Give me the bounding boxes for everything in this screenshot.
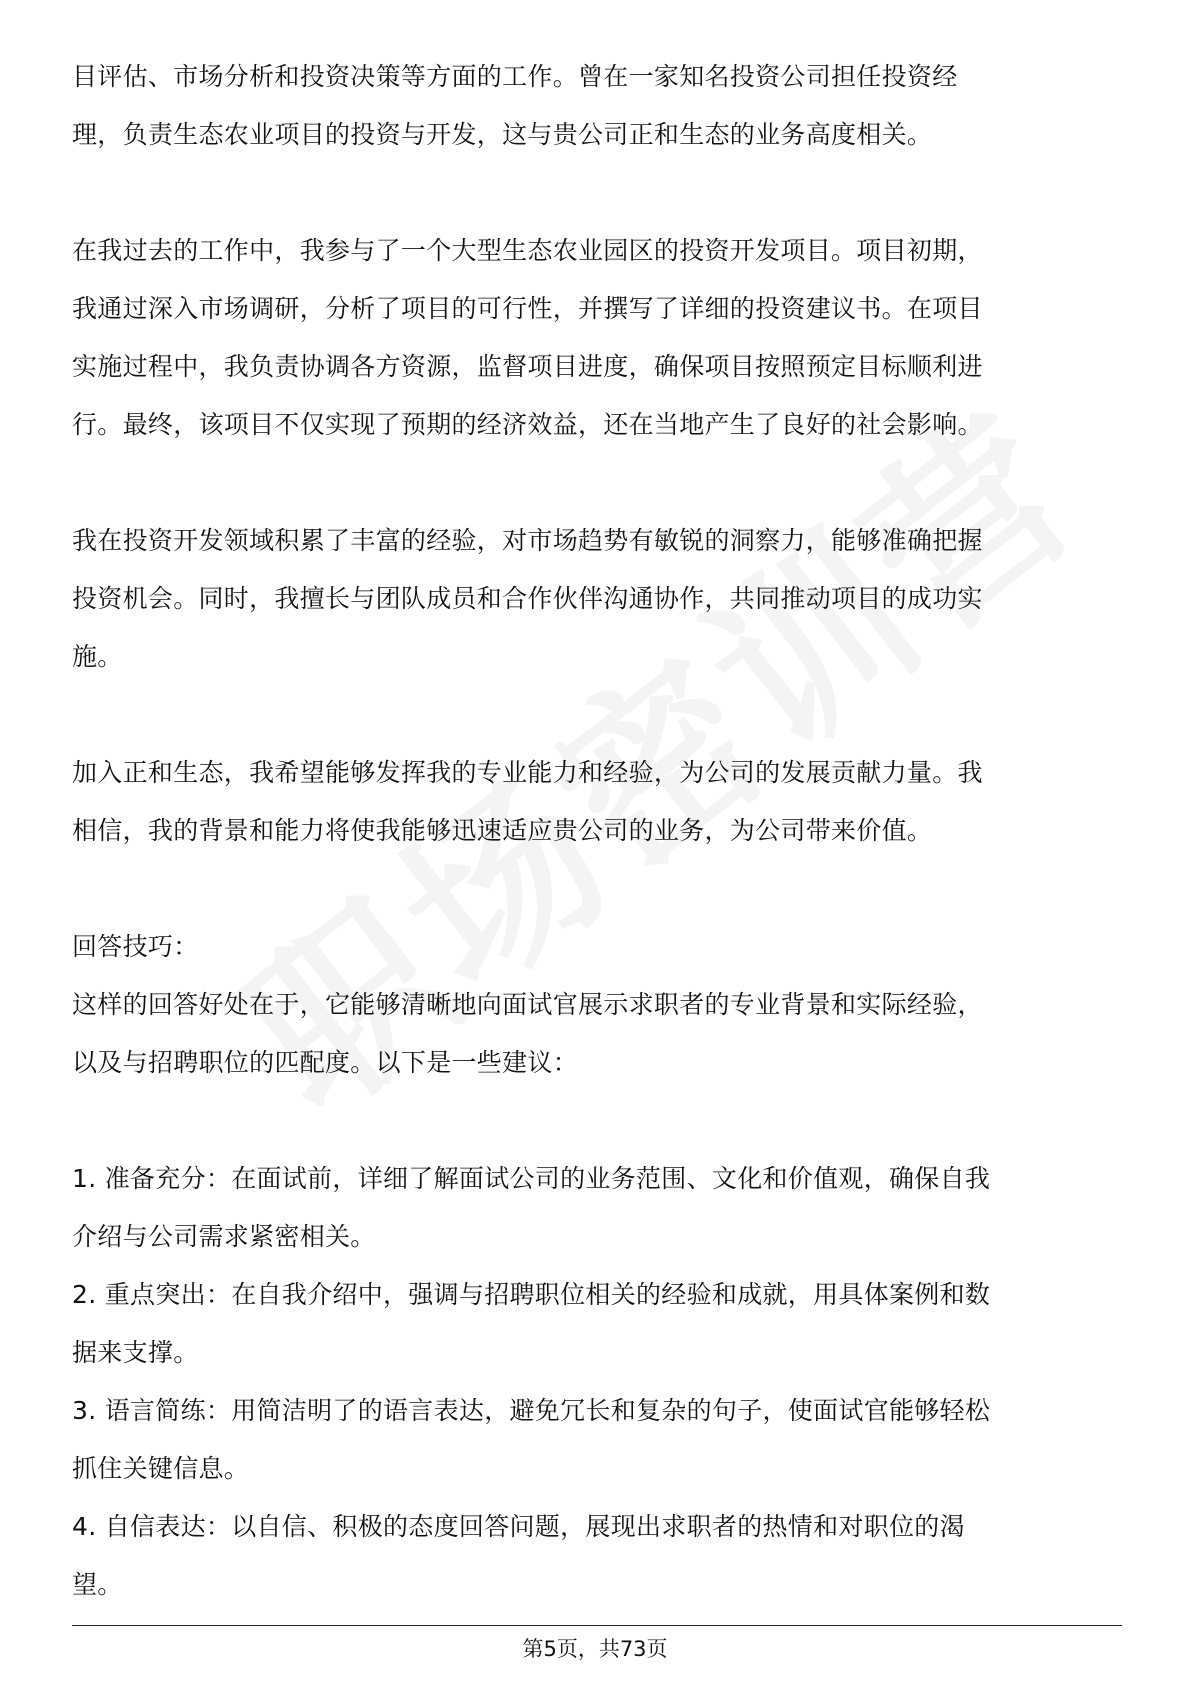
paragraph-gap bbox=[72, 860, 1122, 918]
text-line: 3. 语言简练：用简洁明了的语言表达，避免冗长和复杂的句子，使面试官能够轻松 bbox=[72, 1396, 991, 1425]
text-line: 抓住关键信息。 bbox=[72, 1454, 250, 1483]
text-line: 以及与招聘职位的匹配度。以下是一些建议： bbox=[72, 1048, 579, 1077]
text-line: 加入正和生态，我希望能够发挥我的专业能力和经验，为公司的发展贡献力量。我 bbox=[72, 758, 983, 787]
text-line: 这样的回答好处在于，它能够清晰地向面试官展示求职者的专业背景和实际经验， bbox=[72, 990, 983, 1019]
text-line: 介绍与公司需求紧密相关。 bbox=[72, 1222, 376, 1251]
text-line: 我通过深入市场调研，分析了项目的可行性，并撰写了详细的投资建议书。在项目 bbox=[72, 294, 983, 323]
text-line: 在我过去的工作中，我参与了一个大型生态农业园区的投资开发项目。项目初期， bbox=[72, 236, 983, 265]
paragraph-gap bbox=[72, 164, 1122, 222]
text-line: 理，负责生态农业项目的投资与开发，这与贵公司正和生态的业务高度相关。 bbox=[72, 120, 933, 149]
text-line: 目评估、市场分析和投资决策等方面的工作。曾在一家知名投资公司担任投资经 bbox=[72, 62, 958, 91]
footer-divider bbox=[72, 1625, 1122, 1626]
text-line: 相信，我的背景和能力将使我能够迅速适应贵公司的业务，为公司带来价值。 bbox=[72, 816, 933, 845]
text-line: 我在投资开发领域积累了丰富的经验，对市场趋势有敏锐的洞察力，能够准确把握 bbox=[72, 526, 983, 555]
text-line: 实施过程中，我负责协调各方资源，监督项目进度，确保项目按照预定目标顺利进 bbox=[72, 352, 983, 381]
text-line: 投资机会。同时，我擅长与团队成员和合作伙伴沟通协作，共同推动项目的成功实 bbox=[72, 584, 983, 613]
text-line: 1. 准备充分：在面试前，详细了解面试公司的业务范围、文化和价值观，确保自我 bbox=[72, 1164, 991, 1193]
paragraph-gap bbox=[72, 686, 1122, 744]
paragraph-gap bbox=[72, 1092, 1122, 1150]
text-line: 据来支撑。 bbox=[72, 1338, 199, 1367]
text-line: 望。 bbox=[72, 1570, 123, 1599]
paragraph-gap bbox=[72, 454, 1122, 512]
text-line: 施。 bbox=[72, 642, 123, 671]
text-line: 行。最终，该项目不仅实现了预期的经济效益，还在当地产生了良好的社会影响。 bbox=[72, 410, 983, 439]
text-line: 2. 重点突出：在自我介绍中，强调与招聘职位相关的经验和成就，用具体案例和数 bbox=[72, 1280, 991, 1309]
page-number: 第5页，共73页 bbox=[522, 1637, 668, 1661]
text-line: 回答技巧： bbox=[72, 932, 199, 961]
document-body bbox=[72, 48, 1122, 1614]
text-line: 4. 自信表达：以自信、积极的态度回答问题，展现出求职者的热情和对职位的渴 bbox=[72, 1512, 965, 1541]
